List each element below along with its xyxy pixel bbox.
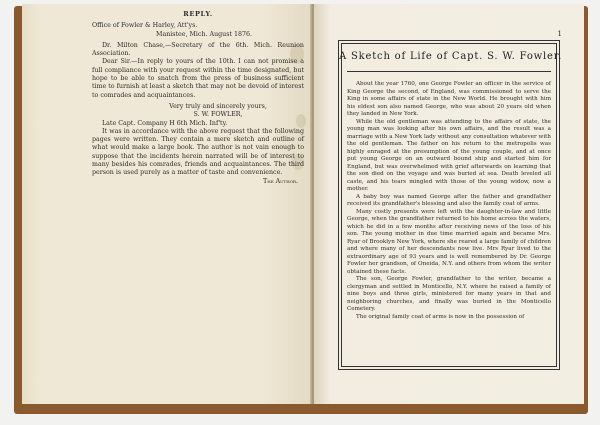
paragraph: A baby boy was named George after the father and grandfather received its grandfather's blessing and also the family coat of arms. (347, 193, 551, 207)
chapter-title: A Sketch of Life of Capt. S. W. Fowler. (339, 51, 563, 62)
salutation-line: Dr. Milton Chase,—Secretary of the 6th. Mich. Reunion Association. (92, 41, 304, 58)
left-page-text (92, 10, 304, 186)
page-border-frame (338, 40, 563, 370)
page-number: 1 (557, 30, 562, 38)
paragraph: The original family coat of arms is now in the possession of (356, 313, 525, 320)
author-note: It was in accordance with the above request that the following pages were written. They contain a mere sketch and outline of what would make a large book. The author is not vain enough to suppose that the incidents herein narrated will be of interest to many besides his comrades, friends and acquaintances. The third person is used purely as a matter of taste and convenience. (92, 127, 304, 177)
reply-heading: REPLY. (183, 10, 213, 18)
address-line-2: Manistee, Mich. August 1876. (156, 30, 253, 38)
left-page (22, 4, 312, 404)
open-book (22, 4, 584, 404)
address-line-1: Office of Fowler & Harley, Att'ys. (92, 22, 198, 30)
paragraph: The son, George Fowler, grandfather to the writer, became a clergyman and settled in Monticello, N.Y. where he raised a family of nine boys and three girls, ministered for many years in that and neighboring churches, and finally was buried in the Monticello Cemetery. (347, 276, 551, 312)
title-rule (347, 71, 551, 72)
letter-body: Dear Sir.—In reply to yours of the 10th. I can not promise a full compliance with your request within the time designated, but hope to be able to snatch from the press of business sufficient time to furnish at least a sketch that may not be devoid of interest to comrades and acquaintances. (92, 58, 304, 99)
paragraph: Many costly presents were left with the daughter-in-law and little George, when the grandfather returned to his home across the waters, which he did in a few months after receiving news of the loss of his son. The young mother in due time married again and became Mrs. Ryar of Brooklyn New York, where she reared a large family of children and where many of her descendants now live. Mrs Ryar lived to the extraordinary age of 93 years and is well remembered by Dr. George Fowler her grandson, of Oneida, N.Y. and others from whom the writer obtained these facts. (347, 208, 551, 275)
right-page (314, 4, 584, 404)
letter-signature: S. W. FOWLER, (193, 111, 243, 119)
author-signoff: The Author. (263, 177, 298, 185)
signature-rank: Late Capt. Company H 6th Mich. Inf'ty. (102, 119, 228, 127)
paragraph: About the year 1760, one George Fowler an officer in the service of King George the second, of England, was commissioned to serve the King in some affairs of state in the New World. He brought with him his eldest son also named George, who was about 20 years old when they landed in New York. (347, 81, 551, 117)
paragraph: While the old gentleman was attending to the affairs of state, the young man was looking after his own affairs, and the result was a marriage with a New York lady without any consultation whatever with the old gentleman. The father on his return to the metropolis was highly enraged at the presumption of the young couple, and at once put young George on an outward bound ship and started him for England, but was overwhelmed with grief afterwards on learning that the son died on the voyage and was buried at sea. Death leveled all caste, and his tears mingled with those of the young widow, now a mother. (347, 118, 551, 192)
right-page-text (347, 81, 551, 321)
letter-closing: Very truly and sincerely yours, (169, 102, 267, 110)
